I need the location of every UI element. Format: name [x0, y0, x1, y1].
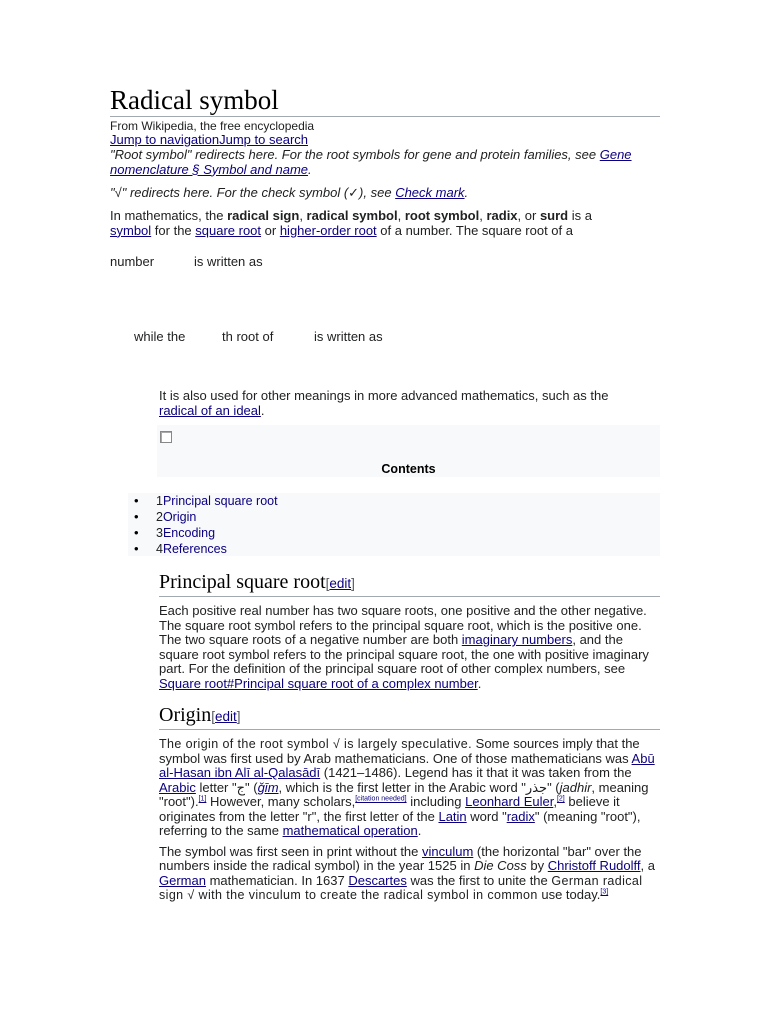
jump-links: [110, 133, 308, 148]
toc-list: [128, 493, 660, 556]
tagline: From Wikipedia, the free encyclopedia: [110, 119, 315, 133]
citation-1-link[interactable]: [1]: [198, 795, 207, 803]
origin-paragraph-2: The symbol was first seen in print without the vinculum (the horizontal "bar" over the numbers inside the radical symbol) in the year 1525 in Die Coss by Christoff Rudolff, a German mathematician. In 1637 Descartes was the first to unite the German radical sign √ with the vinculum to create the radical symbol in common use today.[3]: [159, 843, 655, 902]
symbol-link[interactable]: symbol: [110, 222, 152, 238]
edit-section-link: [edit]: [211, 709, 241, 724]
section-heading: Origin[edit]: [159, 703, 660, 730]
german-link[interactable]: German: [159, 872, 206, 888]
toc-title: Contents: [381, 462, 436, 476]
fragment-while-the: while the: [134, 329, 186, 344]
page-title: Radical symbol: [110, 84, 660, 117]
fragment-written-as-2: is written as: [314, 329, 383, 344]
jump-to-search-link[interactable]: Jump to search: [219, 132, 308, 147]
leonhard-euler-link[interactable]: Leonhard Euler: [465, 794, 554, 809]
section-principal-square-root: [159, 570, 660, 691]
citation-needed-link[interactable]: [citation needed]: [355, 795, 407, 803]
principal-paragraph: Each positive real number has two square roots, one positive and the other negative. The square root symbol refers to the principal square root, which is the positive one. The two square roots of a negative number are both imaginary numbers, and the square root symbol refers to the principal square root, the one with positive imaginary part. For the definition of the principal square root of other complex numbers, see Square root#Principal square root of a complex number.: [159, 603, 649, 691]
descartes-link[interactable]: Descartes: [348, 872, 407, 888]
toc-item[interactable]: [128, 493, 660, 509]
citation-2-link[interactable]: [2]: [556, 795, 565, 803]
mathematical-operation-link[interactable]: mathematical operation: [282, 823, 418, 838]
jim-link[interactable]: ǧīm: [257, 779, 279, 795]
jump-to-navigation-link[interactable]: Jump to navigation: [110, 132, 220, 147]
toc-link-references[interactable]: 4References: [156, 542, 227, 556]
toc-link-encoding[interactable]: 3Encoding: [156, 526, 216, 540]
square-root-link[interactable]: square root: [195, 222, 262, 238]
radical-of-an-ideal-link[interactable]: radical of an ideal: [159, 402, 261, 418]
vinculum-link[interactable]: vinculum: [422, 843, 474, 859]
citation-3-link[interactable]: [3]: [600, 888, 609, 896]
origin-paragraph-1: The origin of the root symbol √ is largely speculative. Some sources imply that the symbol was first used by Arab mathematicians. One of those mathematicians was Abū al-Hasan ibn Alī al-Qalasādī (1421–1486). Legend has it that it was taken from the Arabic letter "ج" (ǧīm, which is the first letter in the Arabic word "جذر" (jadhir, meaning "root").[1] However, many scholars,[citation needed] including Leonhard Euler,[2] believe it originates from the letter "r", the first letter of the Latin word "radix" (meaning "root"), referring to the same mathematical operation.: [159, 736, 655, 838]
radix-link[interactable]: radix: [506, 808, 535, 824]
higher-order-root-link[interactable]: higher-order root: [279, 222, 377, 238]
gene-nomenclature-link[interactable]: Gene nomenclature § Symbol and name: [110, 147, 632, 177]
hatnote-root-symbol: "Root symbol" redirects here. For the root symbols for gene and protein families, see Gene nomenclature § Symbol and name.: [110, 147, 632, 177]
toc-toggle-checkbox[interactable]: [160, 431, 172, 443]
section-heading: Principal square root[edit]: [159, 570, 660, 597]
also-used-paragraph: It is also used for other meanings in more advanced mathematics, such as the radical of an ideal.: [159, 388, 609, 418]
section-origin: [159, 703, 660, 903]
arabic-link[interactable]: Arabic: [159, 779, 196, 795]
intro-paragraph: In mathematics, the radical sign, radical symbol, root symbol, radix, or surd is a symbol for the square root or higher-order root of a number. The square root of a: [110, 208, 592, 238]
fragment-th-root-of: th root of: [222, 329, 274, 344]
toc-item[interactable]: [128, 509, 660, 525]
edit-section-link: [edit]: [325, 576, 355, 591]
hatnote-check-symbol: "√" redirects here. For the check symbol (✓), see Check mark.: [110, 185, 469, 200]
fragment-number: number: [110, 254, 155, 269]
latin-link[interactable]: Latin: [438, 808, 467, 824]
check-mark-link[interactable]: Check mark: [395, 185, 465, 200]
fragment-written-as: is written as: [194, 254, 263, 269]
toc-box: [157, 425, 660, 477]
al-qalasadi-link[interactable]: Abū al-Hasan ibn Alī al-Qalasādī: [159, 750, 655, 780]
toc-item[interactable]: [128, 541, 660, 557]
toc-item[interactable]: [128, 525, 660, 541]
christoff-rudolff-link[interactable]: Christoff Rudolff: [547, 858, 641, 873]
imaginary-numbers-link[interactable]: imaginary numbers: [461, 632, 573, 647]
square-root-complex-link[interactable]: Square root#Principal square root of a complex number: [159, 675, 478, 691]
toc-link-origin[interactable]: 2Origin: [156, 510, 197, 524]
toc-link-principal-square-root[interactable]: 1Principal square root: [156, 494, 278, 508]
